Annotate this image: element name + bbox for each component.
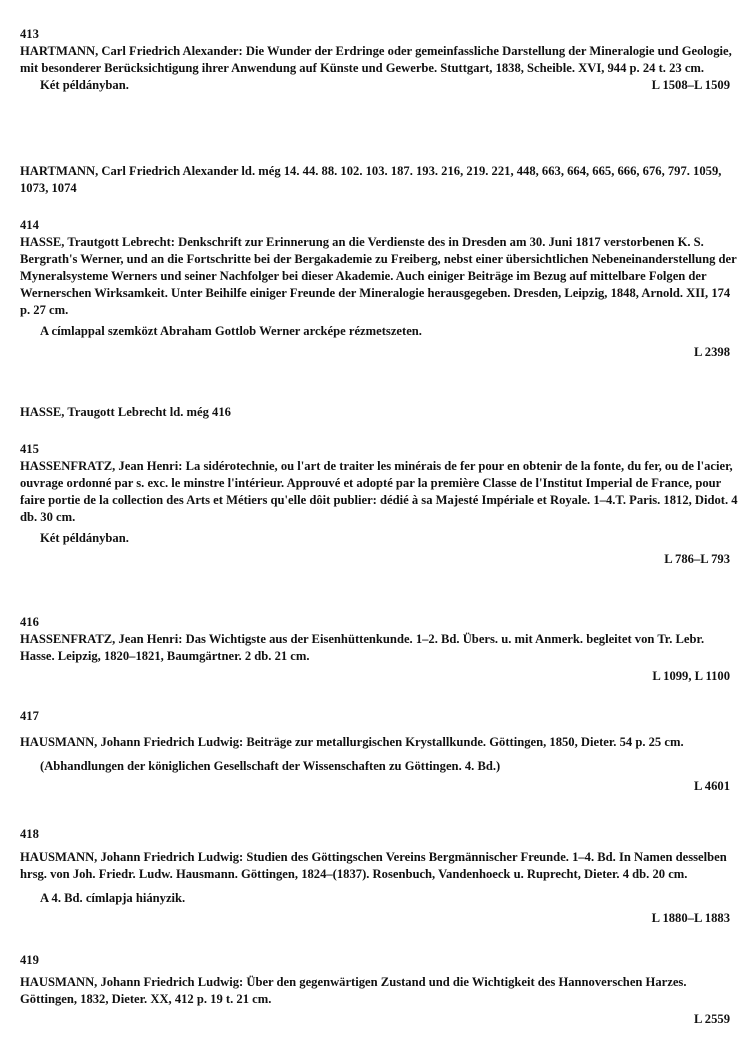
entry-location: L 2398 bbox=[693, 345, 730, 359]
entry-note: Két példányban. bbox=[40, 531, 129, 545]
entry-text: HARTMANN, Carl Friedrich Alexander: Die Wunder der Erdringe oder gemeinfassliche Darstellung der Mineralogie und Geologie, mit besonderer Berücksichtigung ihrer Anwendung auf Künste und Gewerbe. Stuttgart, 1838, Scheible. XVI, 944 p. 24 t. 23 cm. bbox=[20, 44, 732, 75]
entry-number: 418 bbox=[20, 827, 39, 841]
entry-number: 413 bbox=[20, 27, 39, 41]
entry-text: HAUSMANN, Johann Friedrich Ludwig: Beiträge zur metallurgischen Krystallkunde. Göttingen, 1850, Dieter. 54 p. 25 cm. bbox=[20, 735, 684, 749]
entry-note: Két példányban. bbox=[40, 78, 129, 92]
entry-text: HAUSMANN, Johann Friedrich Ludwig: Über den gegenwärtigen Zustand und die Wichtigkeit des Hannoverschen Harzes. Göttingen, 1832, Dieter. XX, 412 p. 19 t. 21 cm. bbox=[20, 975, 687, 1006]
entry-text: HASSENFRATZ, Jean Henri: La sidérotechnie, ou l'art de traiter les minérais de fer pour en obtenir de la fonte, du fer, ou de l'acier, ouvrage ordonné par s. exc. le minstre l'intérieur. Approuvé et adopté par la première Classe de l'Institut Imperial de France, pour faire portie de la collection des Arts et Métiers qu'elle dôit publier: dédié à sa Majesté Impériale et Royale. 1–4.T. Paris. 1812, Didot. 4 db. 30 cm. bbox=[20, 459, 738, 524]
catalog-entry bbox=[20, 614, 740, 685]
entry-number: 415 bbox=[20, 442, 39, 456]
entry-note: A címlappal szemközt Abraham Gottlob Werner arcképe rézmetszeten. bbox=[40, 324, 422, 338]
entry-number: 419 bbox=[20, 953, 39, 967]
entry-location: L 4601 bbox=[693, 779, 730, 793]
catalog-entry bbox=[20, 826, 740, 927]
catalog-cross-reference bbox=[20, 404, 740, 421]
entry-note-row bbox=[20, 77, 740, 94]
entry-number: 417 bbox=[20, 709, 39, 723]
catalog-entry bbox=[20, 217, 740, 361]
entry-text: HASSE, Trautgott Lebrecht: Denkschrift zur Erinnerung an die Verdienste des in Dresden am 30. Juni 1817 verstorbenen K. S. Bergrath's Werner, und an die Fortschritte bei der Bergakademie zu Freiberg, nebst einer übersichtlichen Nebeneinanderstellung der Myneralsysteme Werners und seiner Nachfolger bei dieser Akademie. Auch einiger Beiträge im Bezug auf mittelbare Folgen der Wernerschen Wirksamkeit. Unter Beihilfe einiger Freunde der Mineralogie herausgegeben. Dresden, Leipzig, 1848, Arnold. XII, 174 p. 27 cm. bbox=[20, 235, 737, 317]
catalog-entry bbox=[20, 952, 740, 1028]
entry-note: (Abhandlungen der königlichen Gesellschaft der Wissenschaften zu Göttingen. 4. Bd.) bbox=[40, 759, 501, 773]
catalog-cross-reference bbox=[20, 163, 740, 197]
entry-text: HASSE, Traugott Lebrecht ld. még 416 bbox=[20, 405, 231, 419]
entry-text: HASSENFRATZ, Jean Henri: Das Wichtigste aus der Eisenhüttenkunde. 1–2. Bd. Übers. u. mit Anmerk. begleitet von Tr. Lebr. Hasse. Leipzig, 1820–1821, Baumgärtner. 2 db. 21 cm. bbox=[20, 632, 705, 663]
entry-number: 414 bbox=[20, 218, 39, 232]
catalog-entry bbox=[20, 708, 740, 795]
entry-text: HAUSMANN, Johann Friedrich Ludwig: Studien des Göttingschen Vereins Bergmännischer Freunde. 1–4. Bd. In Namen desselben hrsg. von Joh. Friedr. Ludw. Hausmann. Göttingen, 1824–(1837). Rosenbuch, Vandenhoeck u. Ruprecht, Dieter. 4 db. 20 cm. bbox=[20, 850, 727, 881]
entry-location: L 1099, L 1100 bbox=[652, 669, 730, 683]
entry-text: HARTMANN, Carl Friedrich Alexander ld. még 14. 44. 88. 102. 103. 187. 193. 216, 219. 221, 448, 663, 664, 665, 666, 676, 797. 1059, 1073, 1074 bbox=[20, 164, 722, 195]
catalog-entry bbox=[20, 26, 740, 94]
entry-number: 416 bbox=[20, 615, 39, 629]
entry-location: L 1508–L 1509 bbox=[651, 78, 730, 92]
entry-location: L 1880–L 1883 bbox=[651, 911, 730, 925]
entry-location: L 786–L 793 bbox=[664, 552, 730, 566]
entry-note: A 4. Bd. címlapja hiányzik. bbox=[40, 891, 186, 905]
entry-location: L 2559 bbox=[693, 1012, 730, 1026]
catalog-entry bbox=[20, 441, 740, 568]
